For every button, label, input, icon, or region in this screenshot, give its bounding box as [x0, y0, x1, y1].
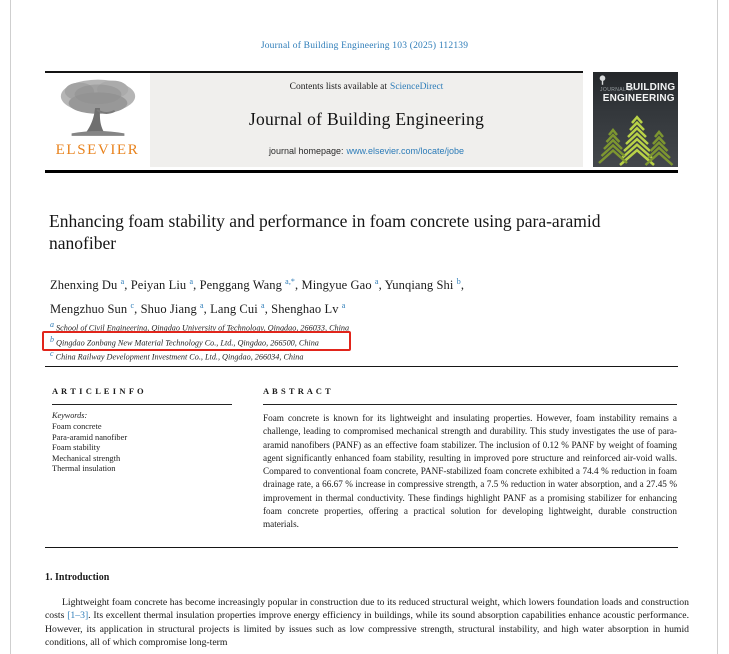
info-block-top-rule — [45, 366, 678, 367]
author-affiliation-sup: a — [189, 277, 194, 286]
affiliation-list — [50, 320, 349, 364]
author-affiliation-sup: c — [130, 300, 135, 310]
author-affiliation-sup: a — [374, 277, 379, 286]
abstract-heading-rule — [263, 404, 677, 405]
article-info-heading-rule — [52, 404, 232, 405]
affiliation — [50, 349, 349, 364]
cover-title-line2: ENGINEERING — [603, 92, 675, 104]
abstract-text: Foam concrete is known for its lightweight and insulating properties. However, foam instability remains a challenge, leading to compromised mechanical strength and durability. This study investigates the use of para-aramid nanofibers (PANF) as an effective foam stabilizer. The inclusion of 0.12 % PANF by weight of foaming agent significantly enhanced foam stability, resulting in improved pore structure and reinforced air-void walls. Compared to conventional foam concrete, PANF-stabilized foam concrete exhibited a 74.4 % reduction in foam drainage rate, a 66.67 % increase in compressive strength, a 7.5 % reduction in water absorption, and a 27.45 % improvement in thermal conductivity. These findings highlight PANF as a promising stabilizer for enhancing foam concrete properties, offering a practical solution for developing lightweight, durable construction materials. — [263, 413, 677, 530]
affiliation-text: School of Civil Engineering, Qingdao University of Technology, Qingdao, 266033, China — [54, 323, 350, 333]
keyword-list — [52, 422, 127, 475]
intro-text-before-citation: Lightweight foam concrete has become increasingly popular in construction due to its reduced structural weight, which lowers foundation loads and construction costs — [45, 597, 689, 622]
keyword: Para-aramid nanofiber — [52, 432, 128, 442]
affiliation-sup: a — [50, 320, 54, 329]
affiliation — [50, 320, 349, 335]
affiliation-sup: b — [50, 334, 54, 344]
elsevier-logo — [47, 76, 148, 166]
homepage-link[interactable]: www.elsevier.com/locate/jobe — [346, 146, 465, 156]
elsevier-wordmark: ELSEVIER — [55, 142, 140, 158]
author: Yunqiang Shi $^b$, — [384, 277, 465, 293]
cover-title-line1: BUILDING — [625, 81, 675, 93]
contents-lists-line — [150, 82, 583, 92]
abstract-heading: A B S T R A C T — [263, 386, 332, 396]
journal-title: Journal of Building Engineering — [248, 109, 485, 129]
masthead-bottom-rule — [45, 170, 678, 173]
sciencedirect-link[interactable]: ScienceDirect — [390, 82, 444, 92]
author: Shenghao Lv $^a$ — [271, 300, 346, 316]
affiliation-text: Qingdao Zonbang New Material Technology Co., Ltd., Qingdao, 266500, China — [54, 338, 319, 348]
keyword: Foam concrete — [52, 422, 102, 431]
intro-text-after-citation: . Its excellent thermal insulation properties improve energy efficiency in buildings, while its sound absorption capabilities enhance acoustic performance. However, its application in structural projects is limited by issues such as low compressive strength, structural instability, and high water absorption in humid conditions, all of which compromise long-term — [45, 610, 689, 649]
introduction-heading: 1. Introduction — [45, 572, 110, 583]
author-affiliation-sup: a — [341, 300, 346, 310]
keywords-label: Keywords: — [52, 411, 88, 420]
author: Lang Cui $^a$, — [210, 300, 272, 316]
author: Mingyue Gao $^a$, — [301, 277, 385, 293]
author: Shuo Jiang $^a$, — [140, 300, 211, 316]
keyword: Mechanical strength — [52, 453, 121, 463]
cover-elsevier-tree-icon — [598, 75, 607, 86]
cover-trees-icon — [593, 109, 678, 167]
elsevier-tree-logo-icon — [54, 76, 142, 140]
page-edge-right — [717, 0, 718, 654]
affiliation — [50, 335, 349, 350]
author: Zhenxing Du $^a$, — [50, 277, 131, 293]
author: Peiyan Liu $^a$, — [130, 277, 200, 293]
author-affiliation-sup: a — [261, 300, 265, 310]
journal-cover-thumbnail — [593, 72, 678, 167]
journal-citation-header[interactable]: Journal of Building Engineering 103 (2025) 112139 — [260, 41, 469, 51]
affiliation-text: China Railway Development Investment Co., Ltd., Qingdao, 266034, China — [53, 352, 304, 362]
author: Mengzhuo Sun $^c$, — [50, 300, 141, 316]
author-affiliation-sup: a — [120, 277, 125, 286]
info-block-bottom-rule — [45, 547, 678, 548]
article-info-heading: A R T I C L E I N F O — [52, 386, 145, 396]
introduction-paragraph — [45, 596, 689, 650]
keyword: Thermal insulation — [52, 464, 116, 474]
citation-link[interactable]: [1–3] — [67, 610, 89, 622]
author-affiliation-sup: b — [456, 277, 461, 286]
author-affiliation-sup: a — [200, 300, 204, 310]
article-title: Enhancing foam stability and performance in foam concrete using para-aramid nanofiber — [49, 211, 601, 253]
contents-lists-label: Contents lists available at — [289, 82, 388, 92]
keyword: Foam stability — [52, 443, 101, 453]
homepage-line — [150, 146, 583, 156]
homepage-label: journal homepage: — [268, 146, 344, 156]
cover-journal-of-label: JOURNAL OF — [600, 87, 636, 93]
affiliation-sup: c — [50, 349, 54, 359]
masthead-band — [150, 73, 583, 167]
author: Penggang Wang $^{a,*}$, — [199, 277, 302, 293]
author-list — [50, 272, 570, 319]
page-edge-left — [10, 0, 11, 654]
author-affiliation-sup: a,* — [285, 277, 296, 286]
